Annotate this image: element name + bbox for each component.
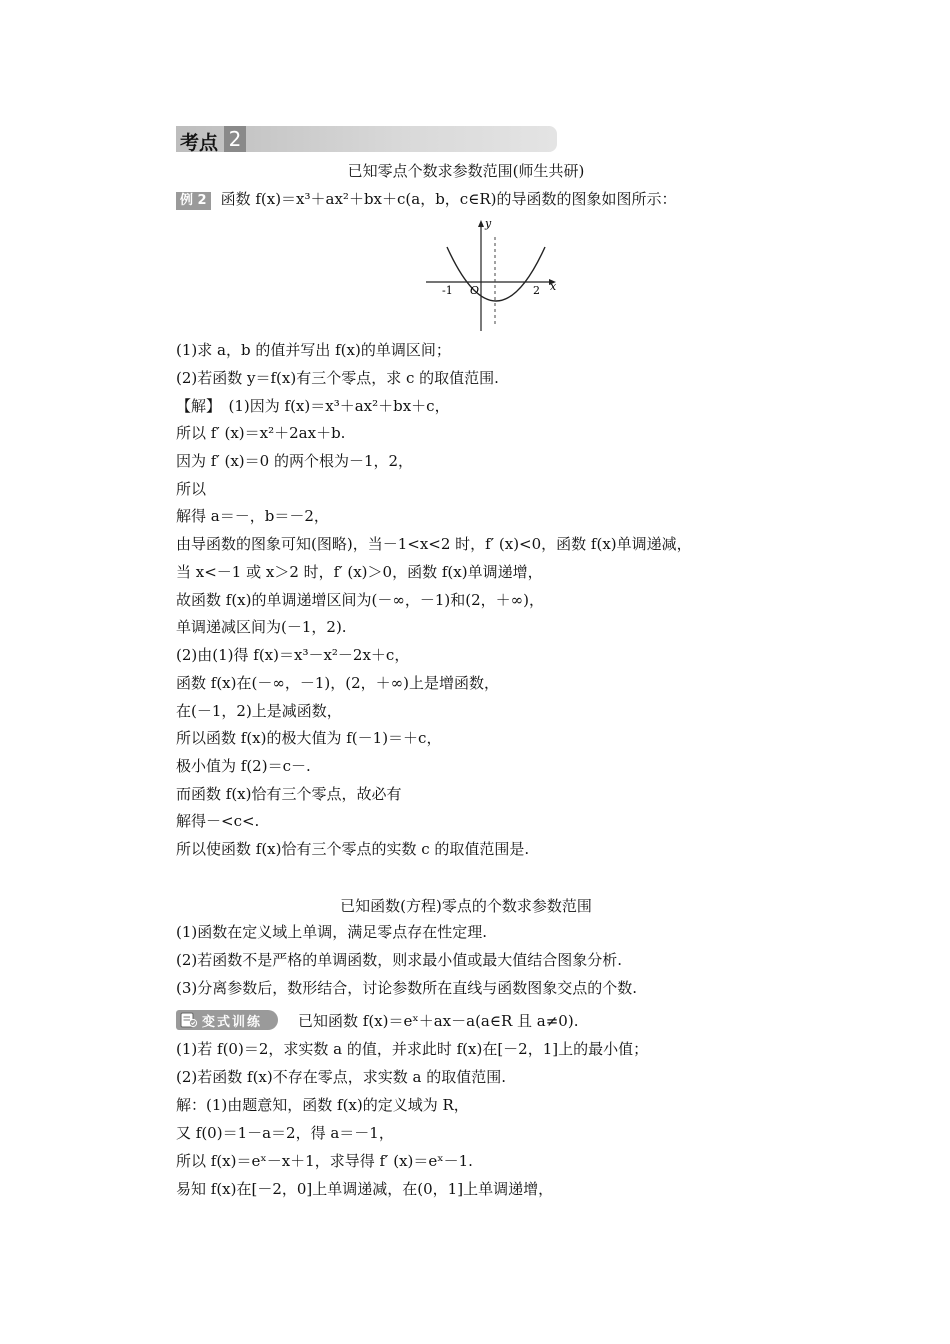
method-item: (2)若函数不是严格的单调函数，则求最小值或最大值结合图象分析. xyxy=(176,951,623,969)
y-axis-label: y xyxy=(485,217,492,230)
kaodian-number: 2 xyxy=(224,126,246,152)
practice-solution-line: 易知 f(x)在[－2，0]上单调递减，在(0，1]上单调递增， xyxy=(176,1180,554,1198)
solution-line: 在(－1，2)上是减函数， xyxy=(176,702,342,720)
solution-line: 极小值为 f(2)＝c－. xyxy=(176,757,311,775)
question-1: (1)求 a，b 的值并写出 f(x)的单调区间； xyxy=(176,341,451,359)
solution-line: 所以 xyxy=(176,480,207,498)
solution-line: 【解】 (1)因为 f(x)＝x³＋ax²＋bx＋c， xyxy=(176,397,450,415)
practice-question-1: (1)若 f(0)＝2，求实数 a 的值，并求此时 f(x)在[－2，1]上的最小值； xyxy=(176,1040,649,1058)
tick-label-2: 2 xyxy=(533,284,540,297)
method-item: (3)分离参数后，数形结合，讨论参数所在直线与函数图象交点的个数. xyxy=(176,979,638,997)
practice-question-2: (2)若函数 f(x)不存在零点，求实数 a 的取值范围. xyxy=(176,1068,506,1086)
example-tag: 例 2 xyxy=(176,192,211,210)
practice-solution-line: 又 f(0)＝1－a＝2，得 a＝－1， xyxy=(176,1124,394,1142)
derivative-graph xyxy=(422,215,562,333)
solution-line: 解得－<c<. xyxy=(176,812,260,830)
parabola-curve xyxy=(447,247,545,301)
solution-line: 单调递减区间为(－1，2). xyxy=(176,618,347,636)
solution-line: 当 x<－1 或 x＞2 时，f′ (x)＞0，函数 f(x)单调递增， xyxy=(176,563,543,581)
solution-line: 所以使函数 f(x)恰有三个零点的实数 c 的取值范围是. xyxy=(176,840,530,858)
solution-line: 由导函数的图象可知(图略)，当－1<x<2 时，f′ (x)<0，函数 f(x)单调递减， xyxy=(176,535,692,553)
example-line xyxy=(176,189,676,210)
solution-line: 所以函数 f(x)的极大值为 f(－1)＝＋c， xyxy=(176,729,442,747)
solution-line: 函数 f(x)在(－∞，－1)，(2，＋∞)上是增函数， xyxy=(176,674,499,692)
solution-line: (2)由(1)得 f(x)＝x³－x²－2x＋c， xyxy=(176,646,410,664)
solution-line: 解得 a＝－，b＝－2， xyxy=(176,507,329,525)
practice-solution-line: 所以 f(x)＝eˣ－x＋1，求导得 f′ (x)＝eˣ－1. xyxy=(176,1152,473,1170)
kaodian-label: 考点 xyxy=(180,132,219,154)
solution-line: 因为 f′ (x)＝0 的两个根为－1，2， xyxy=(176,452,414,470)
practice-text: 已知函数 f(x)＝eˣ＋ax－a(a∈R 且 a≠0). xyxy=(298,1012,579,1030)
kaodian-header xyxy=(176,126,557,152)
question-2: (2)若函数 y＝f(x)有三个零点，求 c 的取值范围. xyxy=(176,369,499,387)
method-item: (1)函数在定义域上单调，满足零点存在性定理. xyxy=(176,923,488,941)
practice-tag xyxy=(176,1010,278,1030)
practice-solution-line: 解：(1)由题意知，函数 f(x)的定义域为 R， xyxy=(176,1096,469,1114)
example-text: 函数 f(x)＝x³＋ax²＋bx＋c(a，b，c∈R)的导函数的图象如图所示： xyxy=(220,190,677,208)
practice-tag-label: 变式训练 xyxy=(202,1015,263,1030)
method-title: 已知函数(方程)零点的个数求参数范围 xyxy=(340,897,592,915)
solution-line: 所以 f′ (x)＝x²＋2ax＋b. xyxy=(176,424,346,442)
x-axis-label: x xyxy=(550,280,557,293)
notebook-icon xyxy=(180,1012,198,1028)
tick-label-minus1: -1 xyxy=(442,284,453,297)
origin-label: O xyxy=(470,284,480,297)
solution-line: 故函数 f(x)的单调递增区间为(－∞，－1)和(2，＋∞)， xyxy=(176,591,544,609)
section-title: 已知零点个数求参数范围(师生共研) xyxy=(347,162,585,180)
solution-line: 而函数 f(x)恰有三个零点，故必有 xyxy=(176,785,402,803)
y-axis-arrow xyxy=(478,220,484,227)
